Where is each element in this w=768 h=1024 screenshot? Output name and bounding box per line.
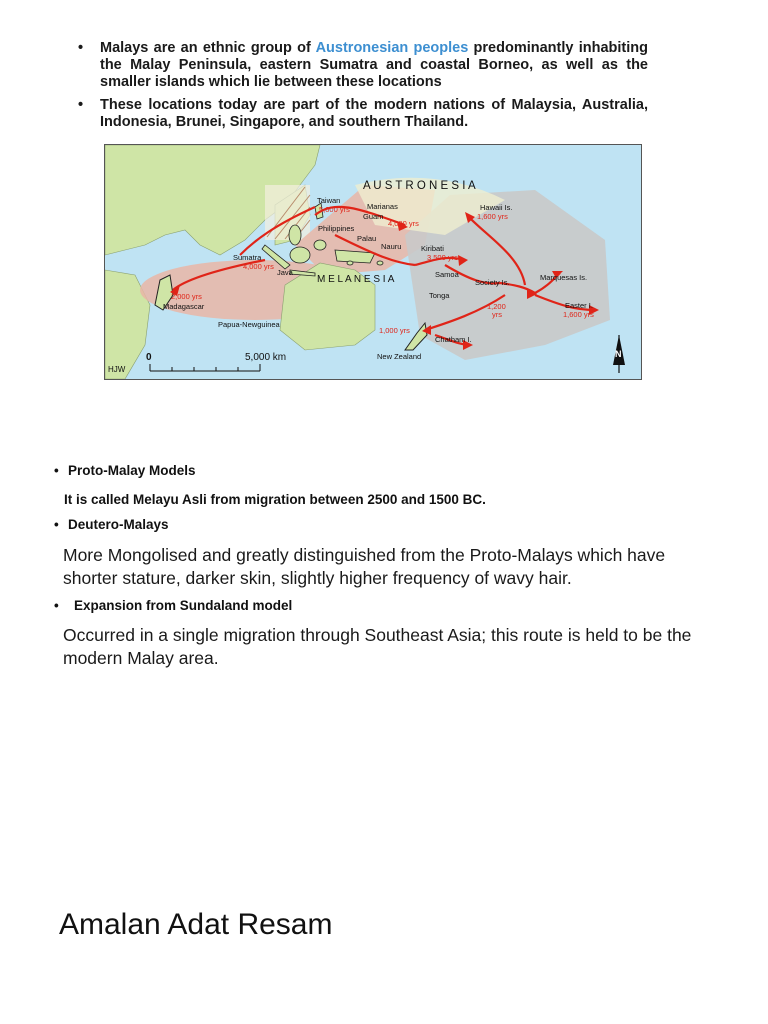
scale-km: 5,000 km <box>245 352 287 363</box>
label-nz-yrs: 1,000 yrs <box>379 326 410 335</box>
label-nauru: Nauru <box>381 242 402 251</box>
label-samoa-yrs: 3,500 yrs <box>427 253 458 262</box>
label-melanesia: M E L A N E S I A <box>317 274 395 285</box>
bullet-text-post: predominantly inhabiting the Malay Peninsula, eastern Sumatra and coastal Borneo, as well as the smaller islands which lie between these locations <box>100 40 648 90</box>
label-guam: Guam <box>363 212 384 221</box>
bullet-text: These locations today are part of the modern nations of Malaysia, Australia, Indonesia, Brunei, Singapore, and southern Thailand. <box>100 97 648 130</box>
scale-zero: 0 <box>146 352 152 363</box>
bullet-dot: • <box>78 97 84 113</box>
label-kiribati: Kiribati <box>421 244 444 253</box>
label-palau: Palau <box>357 234 377 243</box>
label-sumatra-yrs: 4,000 yrs <box>243 262 274 271</box>
label-taiwan: Taiwan <box>317 196 341 205</box>
label-guam-yrs: 4,000 yrs <box>388 219 419 228</box>
label-madagascar-yrs: 2,000 yrs <box>171 292 202 301</box>
bullet-item <box>78 97 648 131</box>
bullet-dot: • <box>54 463 59 478</box>
proto-malay-heading-text: Proto-Malay Models <box>68 463 196 478</box>
proto-malay-heading <box>54 463 196 478</box>
label-polynesia-yrs-2: yrs <box>492 310 502 319</box>
label-samoa: Samoa <box>435 270 459 279</box>
bullet-dot: • <box>54 517 59 532</box>
deutero-malays-heading-text: Deutero-Malays <box>68 517 169 532</box>
north-label: N <box>615 349 622 359</box>
label-new-zealand: New Zealand <box>377 352 422 361</box>
label-easter-yrs: 1,600 yrs <box>563 310 594 319</box>
bullet-text-pre: Malays are an ethnic group of <box>100 40 316 56</box>
label-polynesia-yrs-1: 1,200 <box>487 302 506 311</box>
bullet-dot: • <box>54 598 59 613</box>
sundaland-heading <box>54 598 292 613</box>
bullet-text <box>100 40 648 91</box>
label-java: Java <box>277 268 293 277</box>
label-papua: Papua-Newguinea <box>218 320 280 329</box>
label-sumatra: Sumatra <box>233 253 262 262</box>
label-hawaii-yrs: 1,600 yrs <box>477 212 508 221</box>
label-easter: Easter I. <box>565 301 593 310</box>
sundaland-heading-text: Expansion from Sundaland model <box>74 598 293 613</box>
label-taiwan-yrs: 5,000 yrs <box>319 205 350 214</box>
label-marquesas: Marquesas Is. <box>540 273 588 282</box>
bullet-dot: • <box>78 40 84 56</box>
label-madagascar: Madagascar <box>163 302 205 311</box>
deutero-malays-text: More Mongolised and greatly distinguished from the Proto-Malays which have shorter stature, darker skin, slightly higher frequency of wavy hair. <box>63 545 666 588</box>
sundaland-text: Occurred in a single migration through Southeast Asia; this route is held to be the modern Malay area. <box>63 625 692 668</box>
label-hawaii: Hawaii Is. <box>480 203 513 212</box>
map-title: A U S T R O N E S I A <box>363 180 476 192</box>
label-tonga: Tonga <box>429 291 450 300</box>
page-title: Amalan Adat Resam <box>59 908 333 941</box>
label-marianas: Marianas <box>367 202 398 211</box>
proto-malay-text: It is called Melayu Asli from migration between 2500 and 1500 BC. <box>64 492 486 507</box>
label-philippines: Philippines <box>318 224 355 233</box>
intro-bullets <box>78 40 648 137</box>
label-chatham: Chatham I. <box>435 335 472 344</box>
austronesian-link[interactable]: Austronesian peoples <box>315 40 469 56</box>
map-credit: HJW <box>108 365 126 374</box>
austronesia-map <box>104 144 642 380</box>
bullet-item <box>78 40 648 91</box>
deutero-malays-heading <box>54 517 169 532</box>
label-society: Society Is. <box>475 278 510 287</box>
